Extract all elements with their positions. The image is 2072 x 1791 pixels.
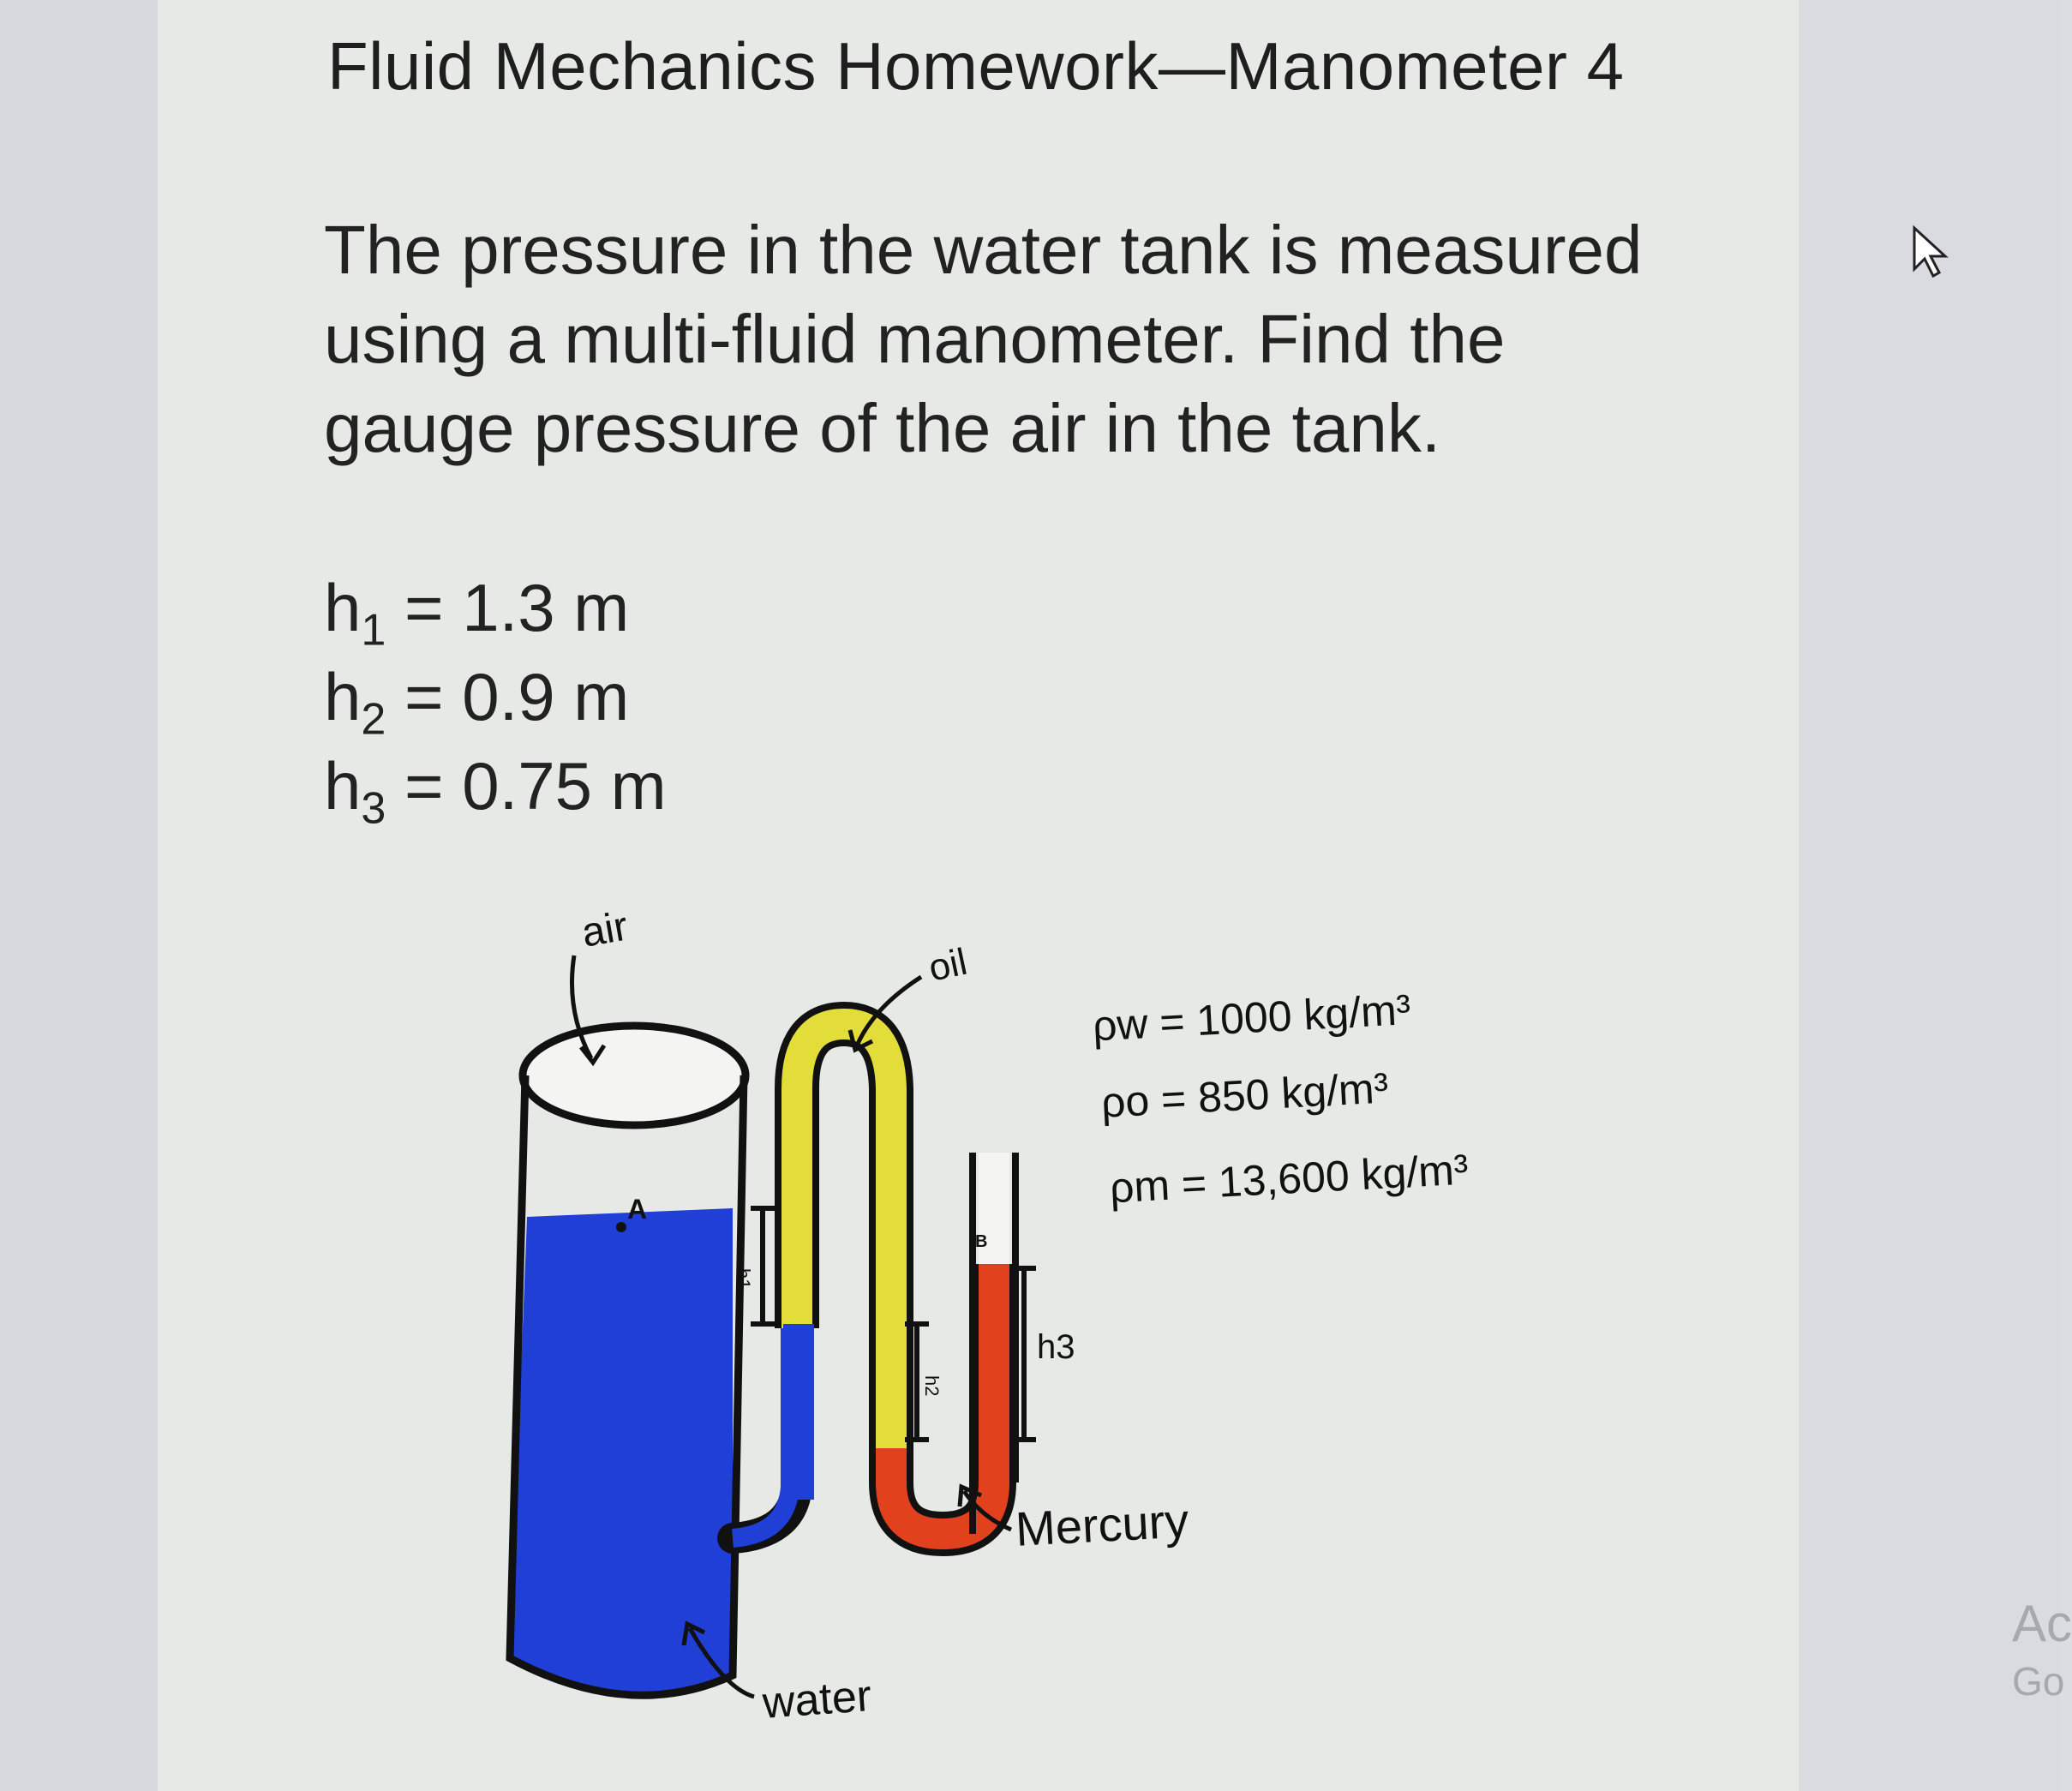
air-label: air xyxy=(578,903,632,956)
left-margin xyxy=(0,0,158,1791)
page-title: Fluid Mechanics Homework—Manometer 4 xyxy=(327,28,1625,104)
oil-label: oil xyxy=(925,940,971,990)
svg-text:h2: h2 xyxy=(921,1375,943,1397)
height-h1: $h_1 = 1.3$ m xyxy=(324,570,630,656)
height-h2: $h_2 = 0.9$ m xyxy=(324,659,630,745)
mouse-cursor-icon xyxy=(1911,225,1952,279)
problem-statement: The pressure in the water tank is measured using a multi-fluid manometer. Find the gauge pressure of the air in the tank. xyxy=(324,212,1643,466)
side-text-peek-1: Ac xyxy=(2012,1595,2072,1652)
svg-text:A: A xyxy=(627,1194,648,1225)
height-h3: $h_3 = 0.75$ m xyxy=(324,748,667,834)
density-water: ρw = 1000 kg/m³ xyxy=(1091,985,1412,1051)
svg-text:h3: h3 xyxy=(1037,1328,1075,1366)
dimension-h1 xyxy=(751,1208,775,1324)
water-label: water xyxy=(761,1671,873,1728)
manometer-diagram xyxy=(480,857,1508,1748)
mercury-label: Mercury xyxy=(1014,1493,1190,1556)
tank-top xyxy=(523,1026,746,1125)
water-fill xyxy=(510,1208,733,1697)
svg-text:h1: h1 xyxy=(733,1268,754,1290)
density-mercury: ρm = 13,600 kg/m³ xyxy=(1108,1145,1470,1213)
point-a xyxy=(616,1222,626,1232)
svg-text:B: B xyxy=(975,1232,988,1251)
density-oil: ρo = 850 kg/m³ xyxy=(1099,1063,1390,1127)
side-text-peek-2: Go xyxy=(2012,1659,2065,1704)
